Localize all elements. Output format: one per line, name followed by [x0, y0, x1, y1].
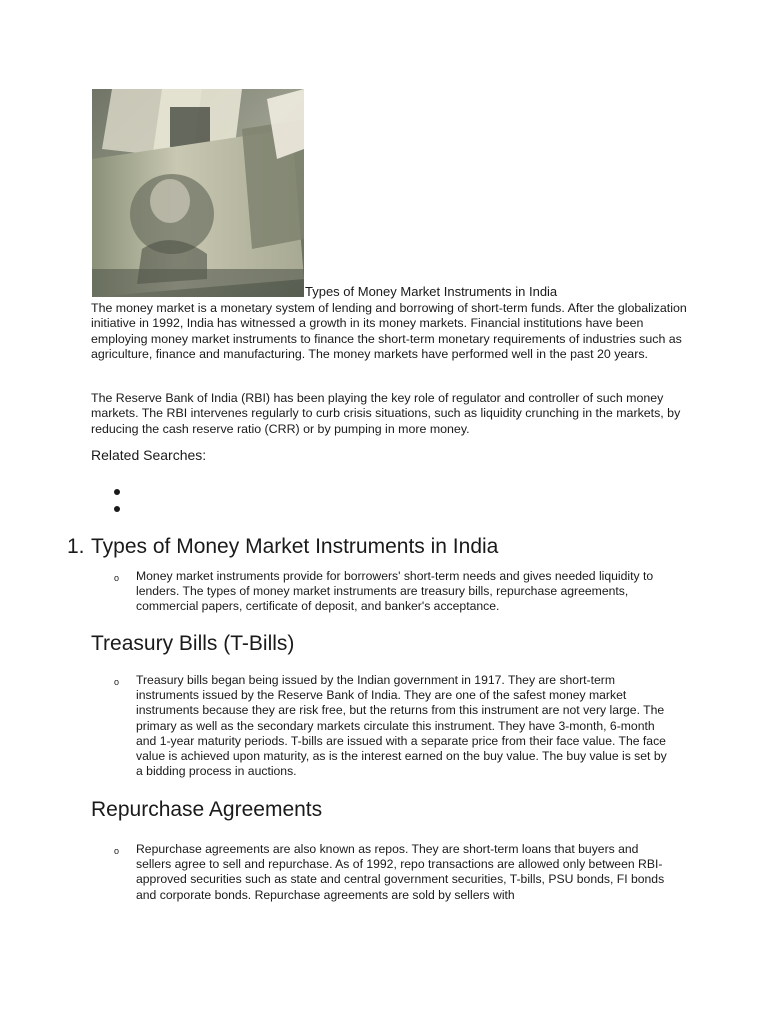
list-marker: o — [114, 677, 120, 687]
repurchase-agreements-heading: Repurchase Agreements — [91, 798, 323, 821]
related-search-bullet — [114, 506, 120, 512]
repurchase-agreements-text: Repurchase agreements are also known as repos. They are short-term loans that buyers and sellers agree to sell and repurchase. As of 1992, repo transactions are allowed only between RBI-approved securities such as state and central government securities, T-bills, PSU bonds, FI bonds and corporate bonds. Repurchase agreements are sold by sellers with — [136, 842, 665, 902]
main-section-text: Money market instruments provide for borrowers' short-term needs and gives needed liquidity to lenders. The types of money market instruments are treasury bills, repurchase agreements, commercial papers, certificate of deposit, and banker's acceptance. — [136, 569, 654, 614]
section-heading-main — [67, 533, 498, 561]
image-caption: Types of Money Market Instruments in India — [305, 284, 558, 299]
banknote-illustration — [92, 89, 304, 297]
intro-paragraph: The money market is a monetary system of lending and borrowing of short-term funds. After the globalization initiative in 1992, India has witnessed a growth in its money markets. Financial institutions have been employing money market instruments to finance the short-term monetary requirements of industries such as agriculture, finance and manufacturing. The money markets have performed well in the past 20 years. — [91, 301, 687, 362]
list-number: 1. — [67, 535, 85, 558]
banknote-photo — [92, 89, 304, 297]
list-marker: o — [114, 846, 120, 856]
related-searches-label: Related Searches: — [91, 447, 207, 463]
section-heading-main-title: Types of Money Market Instruments in India — [91, 535, 499, 558]
treasury-bills-text: Treasury bills began being issued by the Indian government in 1917. They are short-term instruments issued by the Reserve Bank of India. They are one of the safest money market instruments because they are risk free, but the returns from this instrument are not very large. The primary as well as the secondary markets circulate this instrument. They have 3-month, 6-month and 1-year maturity periods. T-bills are issued with a separate price from their face value. The face value is achieved upon maturity, as is the interest earned on the buy value. The buy value is set by a bidding process in auctions. — [136, 673, 667, 779]
rbi-paragraph: The Reserve Bank of India (RBI) has been playing the key role of regulator and controller of such money markets. The RBI intervenes regularly to curb crisis situations, such as liquidity crunching in the markets, by reducing the cash reserve ratio (CRR) or by pumping in more money. — [91, 391, 681, 436]
treasury-bills-heading: Treasury Bills (T-Bills) — [91, 632, 295, 655]
list-marker: o — [114, 573, 120, 583]
related-search-bullet — [114, 489, 120, 495]
